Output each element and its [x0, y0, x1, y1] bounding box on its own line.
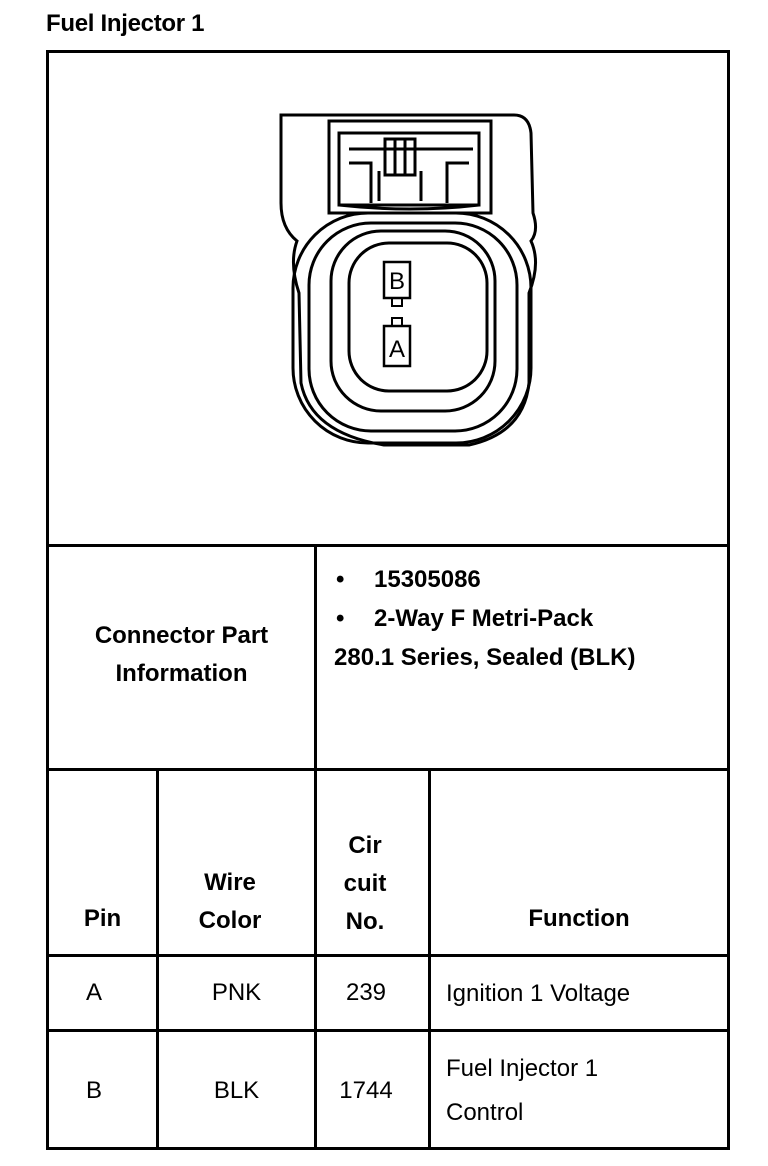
- divider: [46, 544, 730, 547]
- connector-face-drawing: [49, 53, 727, 546]
- header-wire-color: Wire Color: [198, 869, 262, 934]
- row-b-function-line2: Control: [446, 1099, 524, 1126]
- row-a-circuit: 239: [345, 979, 387, 1006]
- pin-label-b: B: [388, 268, 406, 295]
- part-number: 15305086: [374, 566, 481, 593]
- bullet: •: [336, 605, 345, 632]
- row-a-pin: A: [85, 979, 102, 1006]
- connector-info-label: Connector Part Information: [94, 622, 269, 687]
- bullet: •: [336, 566, 345, 593]
- connector-description: 2-Way F Metri-Pack: [374, 605, 594, 632]
- header-circuit-no: Cir cuit No.: [343, 832, 387, 935]
- header-pin: Pin: [83, 905, 122, 932]
- row-b-pin: B: [85, 1077, 102, 1104]
- divider: [428, 768, 431, 1150]
- row-b-circuit: 1744: [339, 1077, 393, 1104]
- header-function: Function: [528, 905, 630, 932]
- row-b-function-line1: Fuel Injector 1: [446, 1055, 599, 1082]
- row-b-wire-color: BLK: [213, 1077, 260, 1104]
- row-a-wire-color: PNK: [211, 979, 262, 1006]
- divider: [46, 768, 730, 771]
- part-number-item: [336, 566, 716, 596]
- connector-diagram: [49, 53, 727, 546]
- connector-series: 280.1 Series, Sealed (BLK): [334, 644, 636, 671]
- row-a-function: Ignition 1 Voltage: [446, 980, 631, 1007]
- pin-label-a: A: [388, 336, 406, 363]
- page-title: Fuel Injector 1: [46, 10, 205, 37]
- connector-description-item: [336, 605, 716, 635]
